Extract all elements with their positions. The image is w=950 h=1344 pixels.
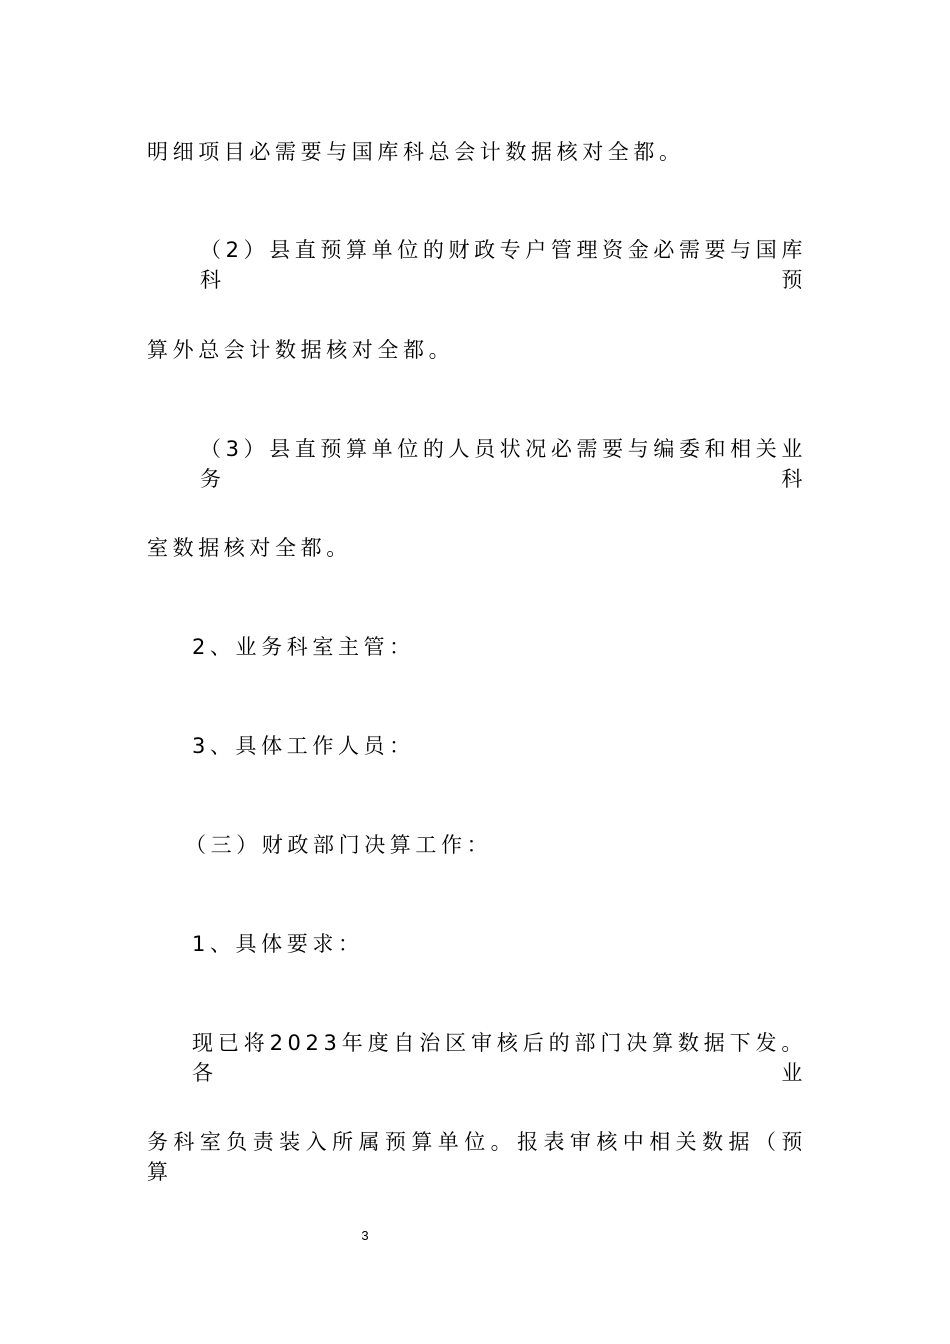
paragraph-line-10: 现已将2023年度自治区审核后的部门决算数据下发。各业 bbox=[192, 1031, 807, 1085]
paragraph-line-4: （3）县直预算单位的人员状况必需要与编委和相关业务科 bbox=[200, 437, 807, 491]
paragraph-line-2: （2）县直预算单位的财政专户管理资金必需要与国库科预 bbox=[200, 238, 807, 292]
section-heading-final-accounts: （三）财政部门决算工作： bbox=[185, 833, 493, 857]
paragraph-line-3: 算外总会计数据核对全都。 bbox=[147, 338, 455, 362]
section-heading-business-supervisor: 2、业务科室主管： bbox=[192, 635, 415, 659]
paragraph-line-5: 室数据核对全都。 bbox=[147, 536, 352, 560]
page-number: 3 bbox=[361, 1228, 369, 1243]
section-heading-requirements: 1、具体要求： bbox=[192, 932, 364, 956]
paragraph-line-1: 明细项目必需要与国库科总会计数据核对全都。 bbox=[147, 140, 685, 164]
paragraph-line-11: 务科室负责装入所属预算单位。报表审核中相关数据（预算 bbox=[147, 1130, 807, 1184]
section-heading-staff: 3、具体工作人员： bbox=[192, 734, 415, 758]
